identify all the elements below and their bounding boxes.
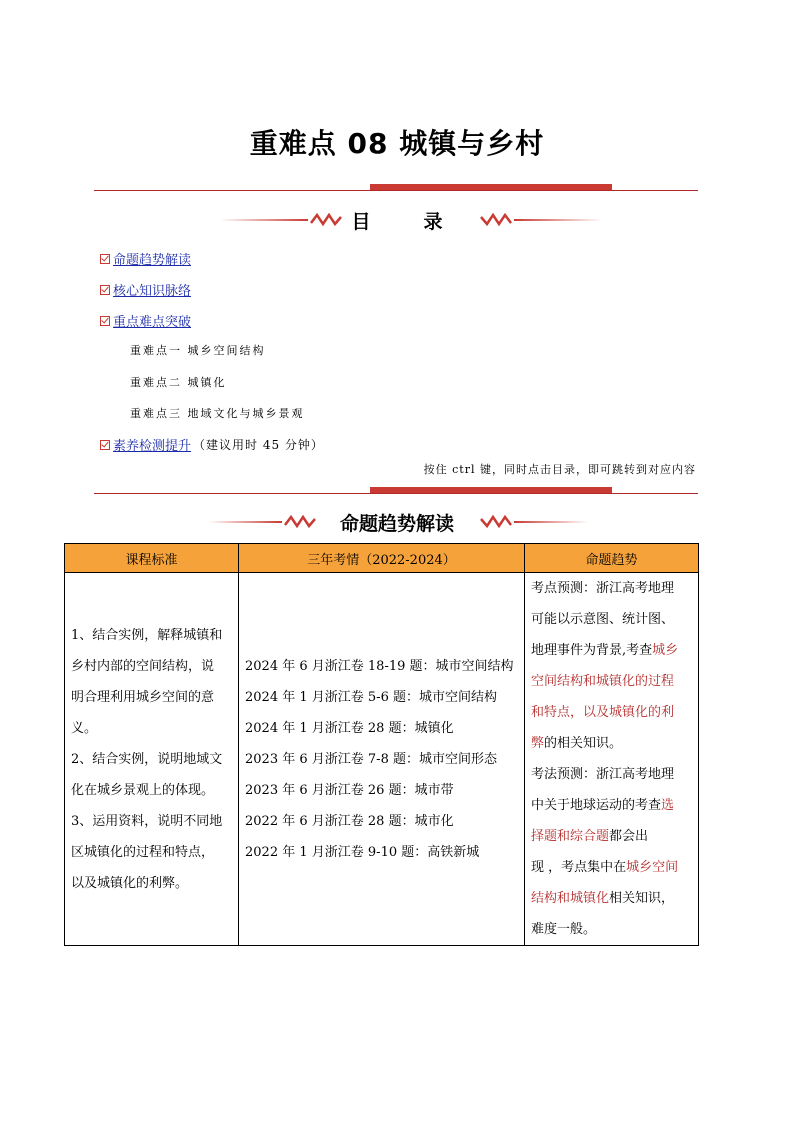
toc-item-knowledge[interactable]: [100, 280, 191, 299]
exam-item: 2023 年 6 月浙江卷 7-8 题：城市空间形态: [245, 751, 497, 767]
toc-link[interactable]: 重点难点突破: [113, 315, 192, 330]
table-row: [65, 573, 699, 946]
trend-cell: 考点预测：浙江高考地理 可能以示意图、统计图、 地理事件为背景,考查城乡 空间结构和城镇化的过程 和特点，以及城镇化的利 弊的相关知识。 考法预测：浙江高考地理 中关于地球运动的考查选 择题和综合题都会出 现 ，考点集中在城乡空间 结构和城镇化相关知识， 难度一般。: [524, 573, 698, 946]
exam-item: 2023 年 6 月浙江卷 26 题：城市带: [245, 782, 454, 798]
exams-cell: [239, 573, 525, 946]
table-header-row: [65, 544, 699, 573]
toc-item-assessment[interactable]: [100, 435, 324, 454]
page-title: 重难点 08 城镇与乡村: [249, 127, 545, 160]
toc-link[interactable]: 素养检测提升: [113, 439, 192, 454]
zigzag-ornament-icon: [480, 211, 512, 229]
zigzag-ornament-icon: [480, 513, 512, 531]
toc-subitem[interactable]: 重难点二 城镇化: [130, 376, 227, 389]
exam-item: 2022 年 6 月浙江卷 28 题：城市化: [245, 813, 454, 829]
toc-heading: 目 录: [351, 211, 443, 233]
toc-link[interactable]: 核心知识脉络: [113, 284, 192, 299]
toc-item-difficulties[interactable]: [100, 311, 191, 330]
checkbox-icon: [100, 285, 110, 295]
navigation-hint: 按住 ctrl 键，同时点击目录，即可跳转到对应内容: [423, 463, 696, 476]
checkbox-icon: [100, 440, 110, 450]
section-banner: [0, 507, 794, 537]
toc-link[interactable]: 命题趋势解读: [113, 253, 192, 268]
trend-table: [64, 543, 699, 946]
exam-item: 2024 年 6 月浙江卷 18-19 题：城市空间结构: [245, 658, 514, 674]
toc-banner: [0, 205, 794, 235]
exam-item: 2024 年 1 月浙江卷 28 题：城镇化: [245, 720, 454, 736]
exam-item: 2024 年 1 月浙江卷 5-6 题：城市空间结构: [245, 689, 497, 705]
toc-subitem[interactable]: 重难点三 地域文化与城乡景观: [130, 407, 305, 420]
header-trend: 命题趋势: [524, 544, 698, 573]
standards-cell: 1、结合实例，解释城镇和 乡村内部的空间结构，说 明合理利用城乡空间的意 义。 2、结合实例，说明地域文 化在城乡景观上的体现。 3、运用资料，说明不同地 区城镇化的过程和特点， 以及城镇化的利弊。: [65, 573, 239, 946]
header-exams: 三年考情（2022-2024）: [239, 544, 525, 573]
toc-subitem[interactable]: 重难点一 城乡空间结构: [130, 344, 266, 357]
section-heading: 命题趋势解读: [339, 513, 454, 535]
header-standards: 课程标准: [65, 544, 239, 573]
toc-item-trend[interactable]: [100, 249, 191, 268]
checkbox-icon: [100, 316, 110, 326]
checkbox-icon: [100, 254, 110, 264]
exam-item: 2022 年 1 月浙江卷 9-10 题：高铁新城: [245, 844, 480, 860]
toc-time-note: （建议用时 45 分钟）: [193, 438, 324, 452]
